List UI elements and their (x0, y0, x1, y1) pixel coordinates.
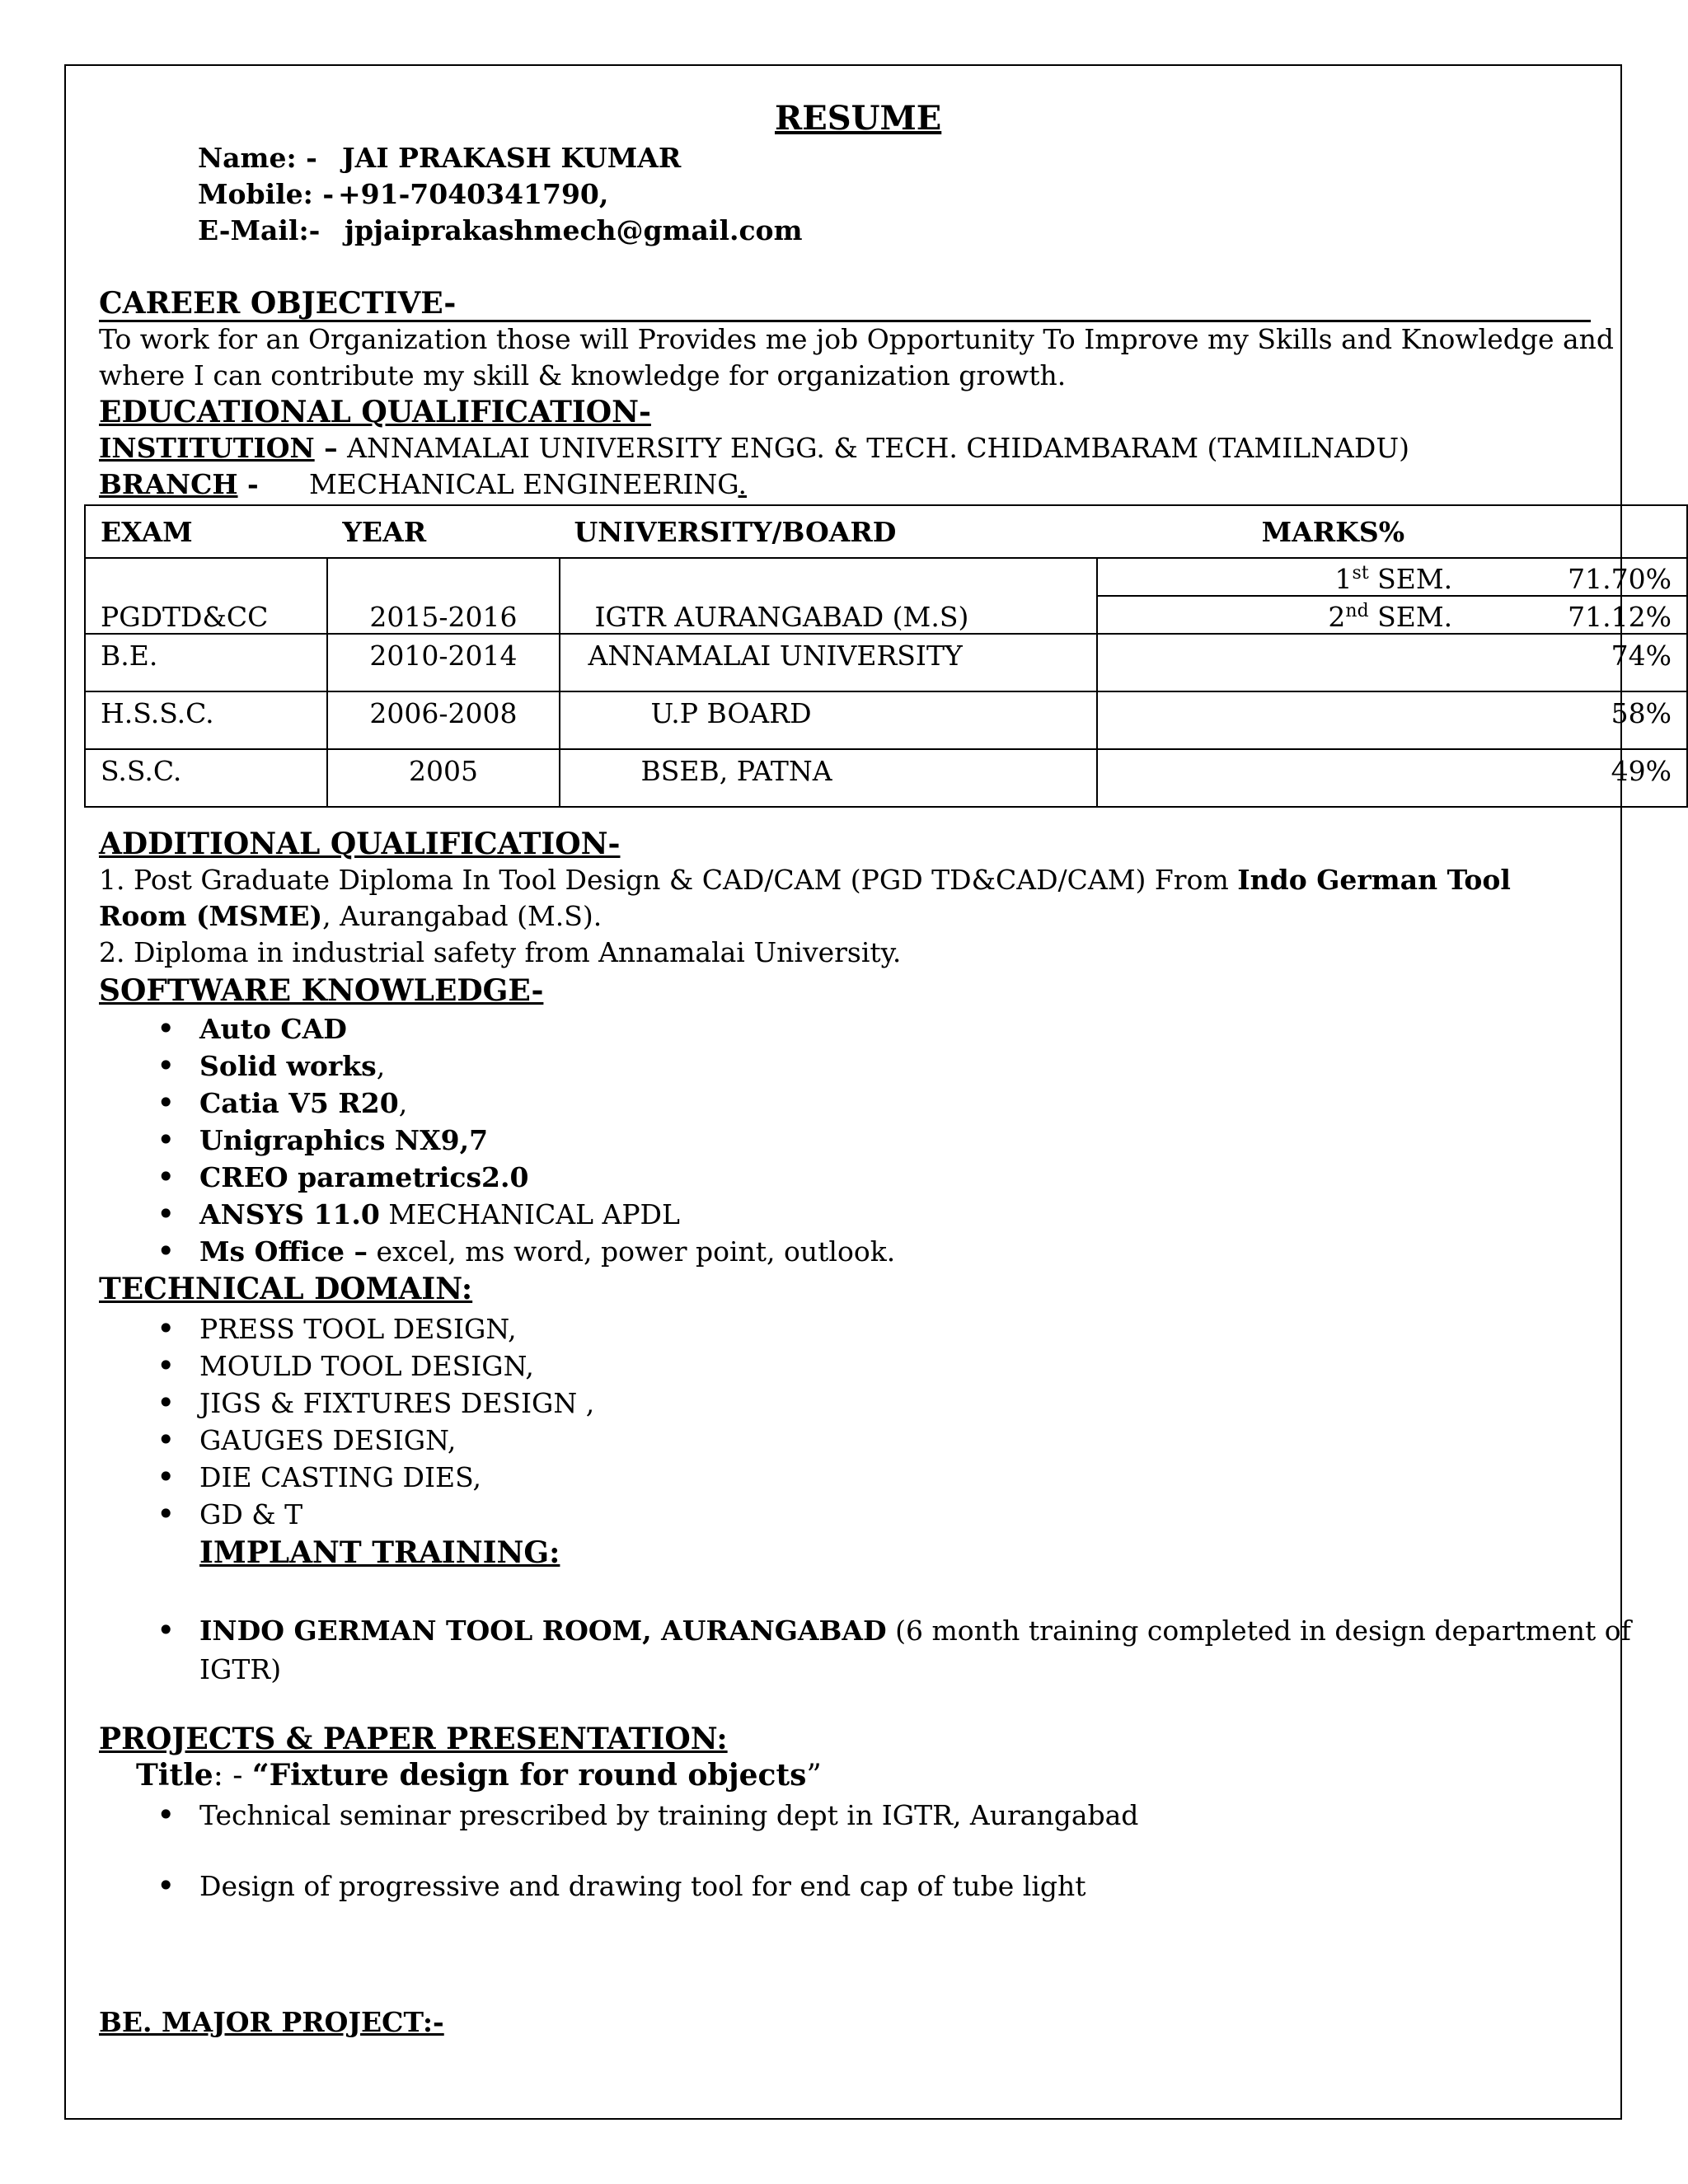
year-cell: 2006-2008 (327, 691, 559, 749)
branch-dash: - (237, 468, 259, 500)
mobile-label: Mobile: - (198, 178, 335, 210)
board-cell: IGTR AURANGABAD (M.S) (560, 558, 1097, 634)
implant-list (157, 1612, 1631, 1649)
exam-cell: S.S.C. (85, 749, 327, 807)
list-item: • INDO GERMAN TOOL ROOM, AURANGABAD (6 month training completed in design department of (157, 1612, 1631, 1649)
marks-cell: 74% (1097, 634, 1687, 691)
list-item: • JIGS & FIXTURES DESIGN , (157, 1385, 594, 1422)
list-item: • CREO parametrics2.0 (157, 1159, 895, 1196)
project-title-line: Title: - “Fixture design for round objects” (136, 1758, 822, 1793)
table-row (85, 749, 1687, 807)
email-label: E-Mail:- (198, 214, 321, 246)
additional-item-2: 2. Diploma in industrial safety from Annamalai University. (99, 936, 902, 968)
additional-qualification-heading: ADDITIONAL QUALIFICATION- (99, 827, 621, 861)
list-item: • Catia V5 R20, (157, 1085, 895, 1122)
list-item: • Ms Office – excel, ms word, power point, outlook. (157, 1233, 895, 1270)
branch-line (99, 466, 259, 503)
projects-list (157, 1797, 1138, 1834)
year-cell: 2005 (327, 749, 559, 807)
table-row (85, 558, 1687, 634)
branch-label: BRANCH (99, 468, 238, 500)
marks-cell: 58% (1097, 691, 1687, 749)
list-item: • DIE CASTING DIES, (157, 1459, 594, 1496)
additional-item-1: 1. Post Graduate Diploma In Tool Design & CAD/CAM (PGD TD&CAD/CAM) From Indo German Tool (99, 864, 1511, 896)
list-item: • GD & T (157, 1496, 594, 1533)
career-objective-line1: To work for an Organization those will Provides me job Opportunity To Improve my Skills and Knowledge and (99, 323, 1615, 355)
board-cell: U.P BOARD (560, 691, 1097, 749)
sem1-label: 1st SEM. (1334, 563, 1453, 595)
marks-cell (1097, 558, 1687, 634)
projects-list-2 (157, 1868, 1086, 1905)
table-header-row (85, 505, 1687, 558)
exam-cell: B.E. (85, 634, 327, 691)
sem2-value: 71.12% (1568, 601, 1672, 633)
branch-dot: . (738, 468, 747, 500)
list-item: • Solid works, (157, 1047, 895, 1085)
education-table (84, 504, 1688, 808)
educational-qualification-heading: EDUCATIONAL QUALIFICATION- (99, 395, 651, 429)
list-item: • Technical seminar prescribed by training dept in IGTR, Aurangabad (157, 1797, 1138, 1834)
sem2-marks (1098, 595, 1686, 633)
software-knowledge-heading: SOFTWARE KNOWLEDGE- (99, 973, 544, 1008)
be-major-project-heading: BE. MAJOR PROJECT:- (99, 2006, 444, 2038)
board-cell: BSEB, PATNA (560, 749, 1097, 807)
list-item: • GAUGES DESIGN, (157, 1422, 594, 1459)
institution-line (99, 430, 1409, 466)
column-header: YEAR (327, 505, 559, 558)
technical-domain-heading: TECHNICAL DOMAIN: (99, 1272, 473, 1306)
projects-heading: PROJECTS & PAPER PRESENTATION: (99, 1722, 728, 1756)
list-item: • Unigraphics NX9,7 (157, 1122, 895, 1159)
career-objective-heading: CAREER OBJECTIVE- (99, 286, 457, 321)
name-label: Name: - (198, 142, 317, 174)
institution-label: INSTITUTION (99, 432, 315, 464)
table-row (85, 634, 1687, 691)
column-header: MARKS% (1097, 505, 1687, 558)
list-item: • Design of progressive and drawing tool for end cap of tube light (157, 1868, 1086, 1905)
software-list (157, 1010, 895, 1270)
branch-value-line (309, 466, 747, 503)
sem1-marks (1098, 559, 1686, 595)
list-item: • PRESS TOOL DESIGN, (157, 1310, 594, 1347)
year-cell: 2015-2016 (327, 558, 559, 634)
mobile-number: +91-7040341790, (338, 178, 609, 210)
career-objective-line2: where I can contribute my skill & knowledge for organization growth. (99, 359, 1067, 391)
sem2-label: 2nd SEM. (1328, 601, 1453, 633)
column-header: EXAM (85, 505, 327, 558)
resume-title: RESUME (775, 99, 942, 138)
email-address: jpjaiprakashmech@gmail.com (345, 214, 803, 246)
institution-value: ANNAMALAI UNIVERSITY ENGG. & TECH. CHIDAMBARAM (TAMILNADU) (347, 432, 1410, 464)
column-header: UNIVERSITY/BOARD (560, 505, 1097, 558)
list-item: • MOULD TOOL DESIGN, (157, 1347, 594, 1385)
table-row (85, 691, 1687, 749)
sem1-value: 71.70% (1568, 563, 1672, 595)
technical-domain-list (157, 1310, 594, 1533)
exam-cell: PGDTD&CC (85, 558, 327, 634)
candidate-name: JAI PRAKASH KUMAR (342, 142, 682, 174)
year-cell: 2010-2014 (327, 634, 559, 691)
list-item: • Auto CAD (157, 1010, 895, 1047)
list-item: • ANSYS 11.0 MECHANICAL APDL (157, 1196, 895, 1233)
institution-dash: – (314, 432, 348, 464)
implant-line2: IGTR) (199, 1653, 282, 1685)
implant-training-heading: IMPLANT TRAINING: (199, 1535, 560, 1570)
exam-cell: H.S.S.C. (85, 691, 327, 749)
marks-cell: 49% (1097, 749, 1687, 807)
board-cell: ANNAMALAI UNIVERSITY (560, 634, 1097, 691)
additional-item-1-cont: Room (MSME), Aurangabad (M.S). (99, 900, 603, 932)
branch-value: MECHANICAL ENGINEERING (309, 468, 738, 500)
